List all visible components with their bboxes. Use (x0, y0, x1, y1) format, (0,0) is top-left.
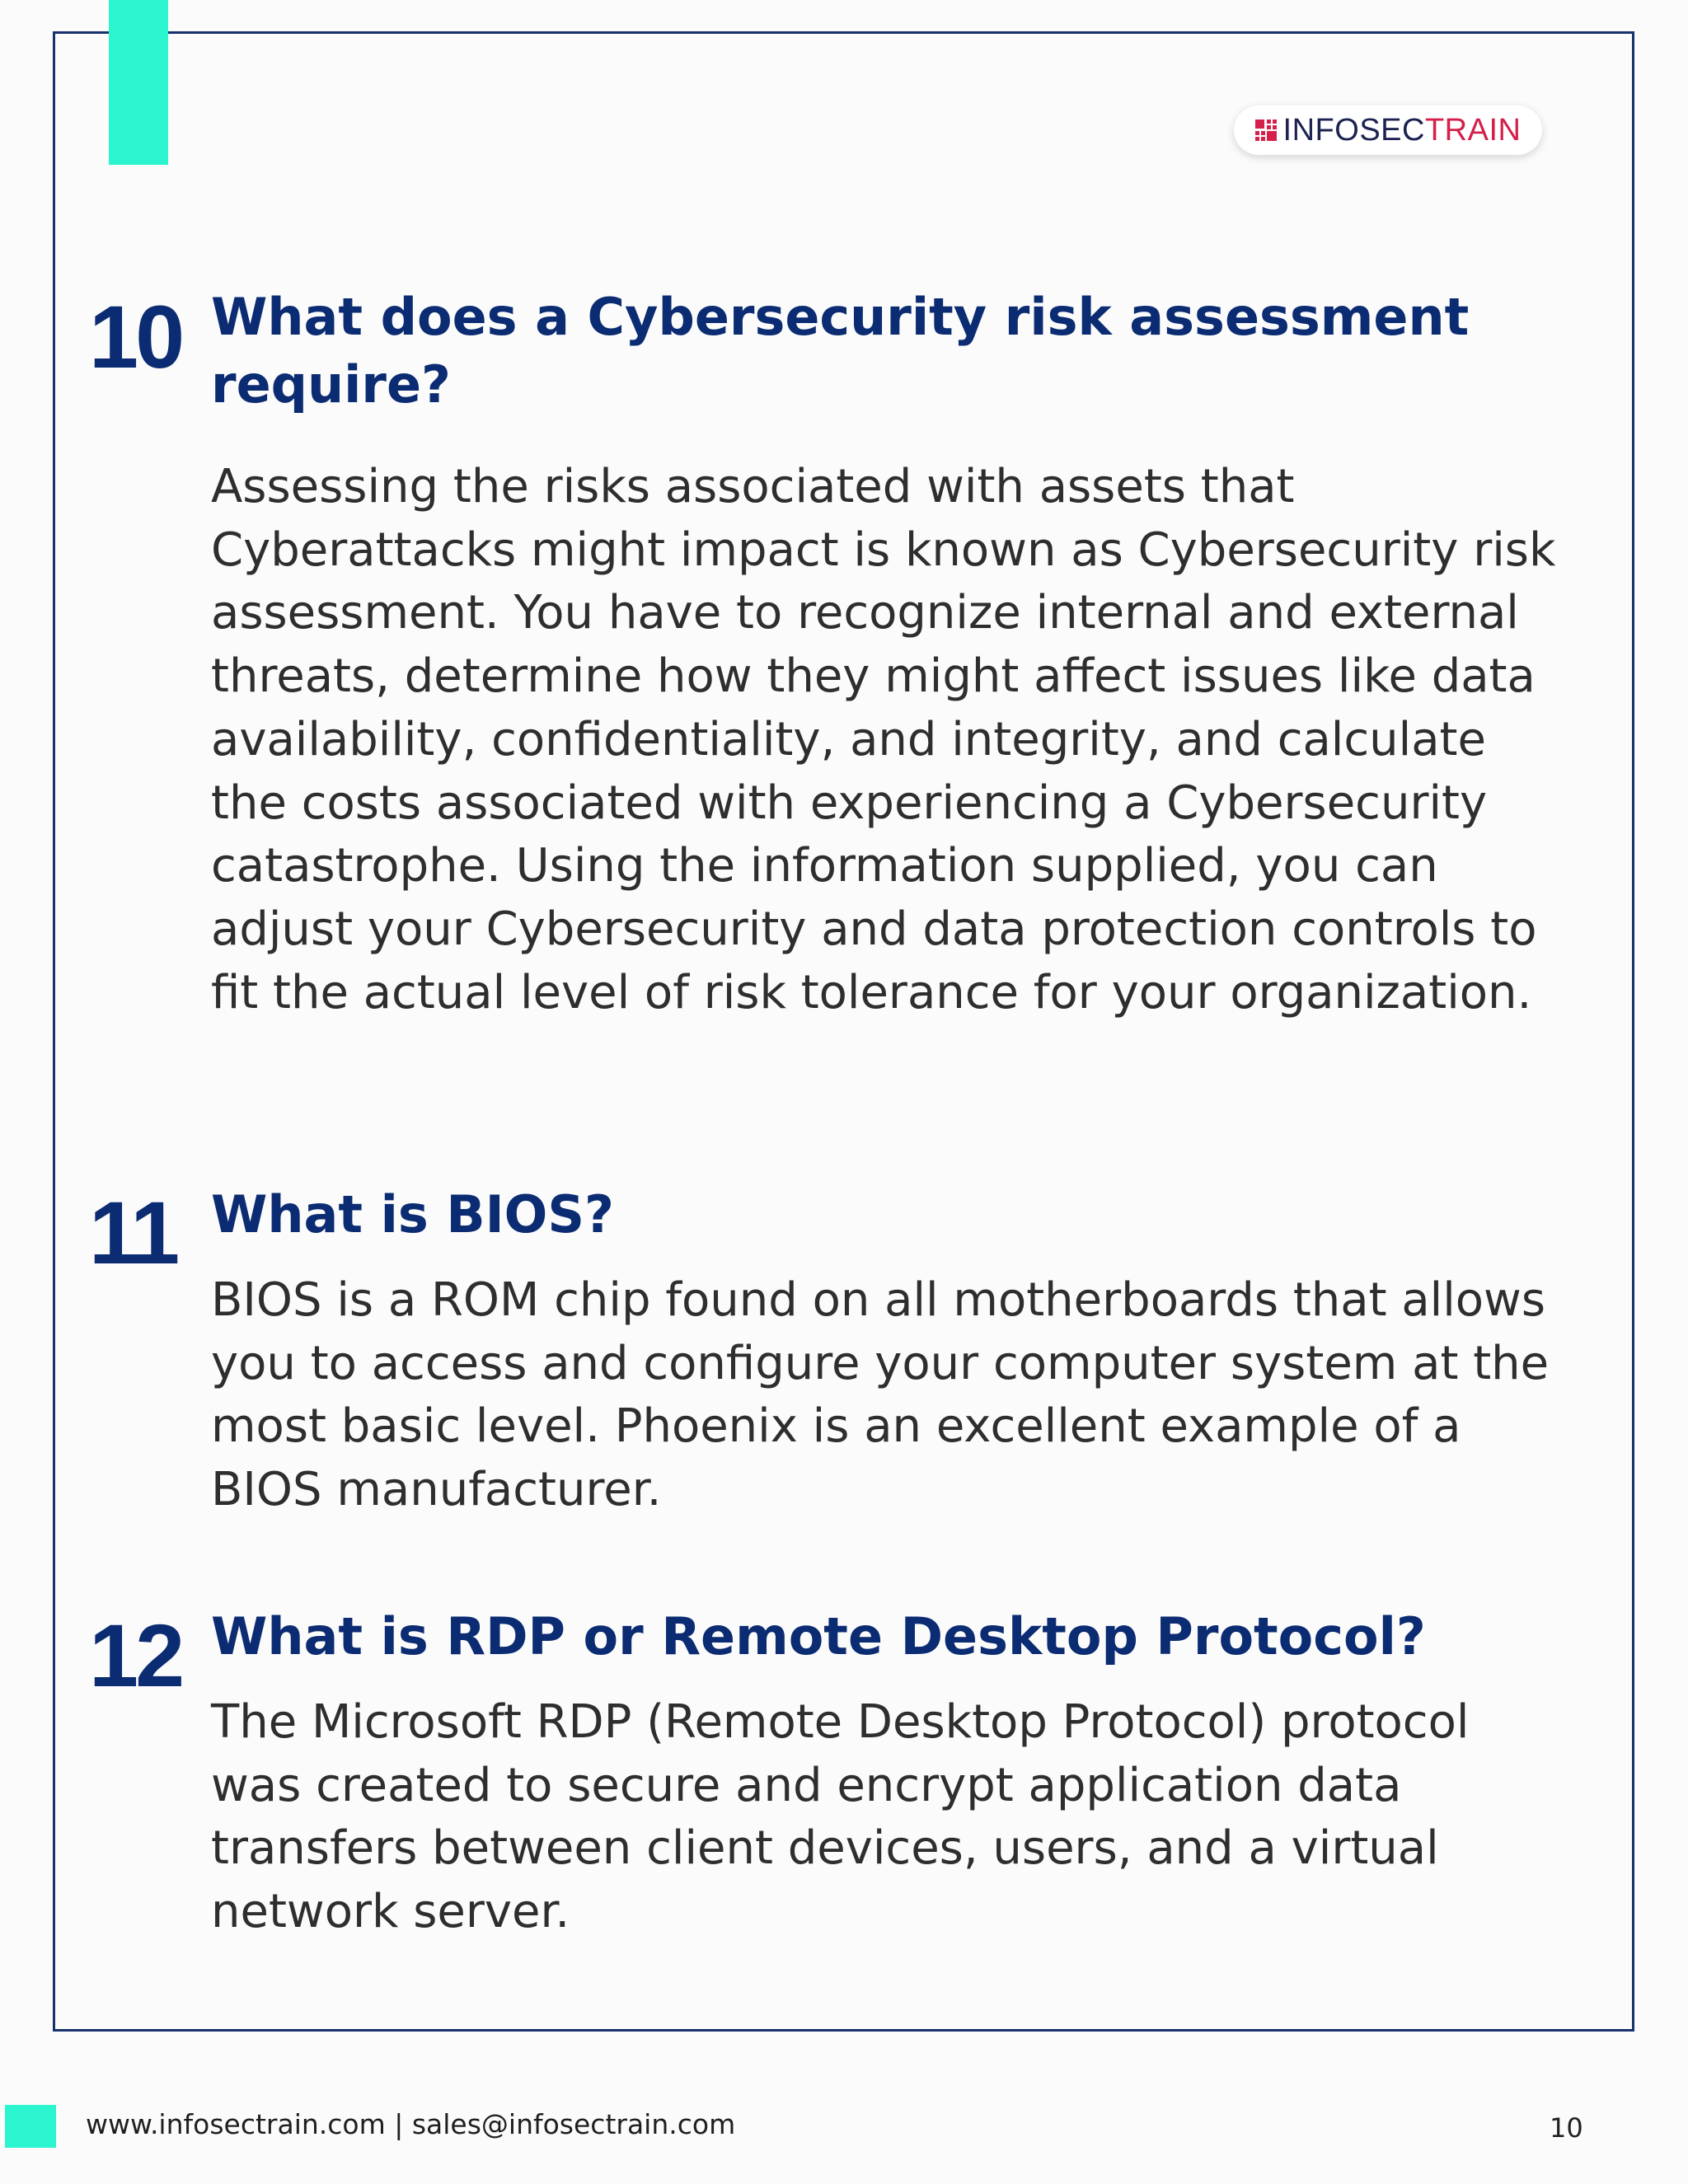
logo-text-secondary: TRAIN (1424, 113, 1522, 148)
question-title: What is BIOS? (211, 1184, 614, 1244)
logo-text-primary: INFOSEC (1282, 113, 1425, 148)
footer-contact[interactable]: www.infosectrain.com | sales@infosectrain.com (86, 2108, 736, 2140)
accent-bar (109, 0, 168, 165)
logo-grid-icon (1255, 120, 1277, 141)
question-title: What is RDP or Remote Desktop Protocol? (211, 1606, 1426, 1666)
question-number: 11 (89, 1183, 177, 1282)
question-number: 12 (89, 1605, 182, 1705)
page-number: 10 (1550, 2112, 1583, 2144)
footer-accent (5, 2105, 56, 2148)
question-answer: BIOS is a ROM chip found on all motherboards that allows you to access and configure your computer system at the most basic level. Phoenix is an excellent example of a BIOS manufacturer. (211, 1273, 1550, 1517)
question-title: What does a Cybersecurity risk assessment require? (211, 287, 1470, 415)
question-answer: Assessing the risks associated with assets that Cyberattacks might impact is known as Cybersecurity risk assessment. You have to recognize internal and external threats, determine how they might affect issues like data availability, confidentiality, and integrity, and calculate the costs associated with experiencing a Cybersecurity catastrophe. Using the information supplied, you can adjust your Cybersecurity and data protection controls to fit the actual level of risk tolerance for your organization. (211, 460, 1556, 1019)
brand-logo (1234, 105, 1542, 155)
question-answer: The Microsoft RDP (Remote Desktop Protocol) protocol was created to secure and encrypt application data transfers between client devices, users, and a virtual network server. (211, 1695, 1470, 1939)
logo-text (1283, 115, 1522, 146)
question-number: 10 (89, 287, 182, 387)
